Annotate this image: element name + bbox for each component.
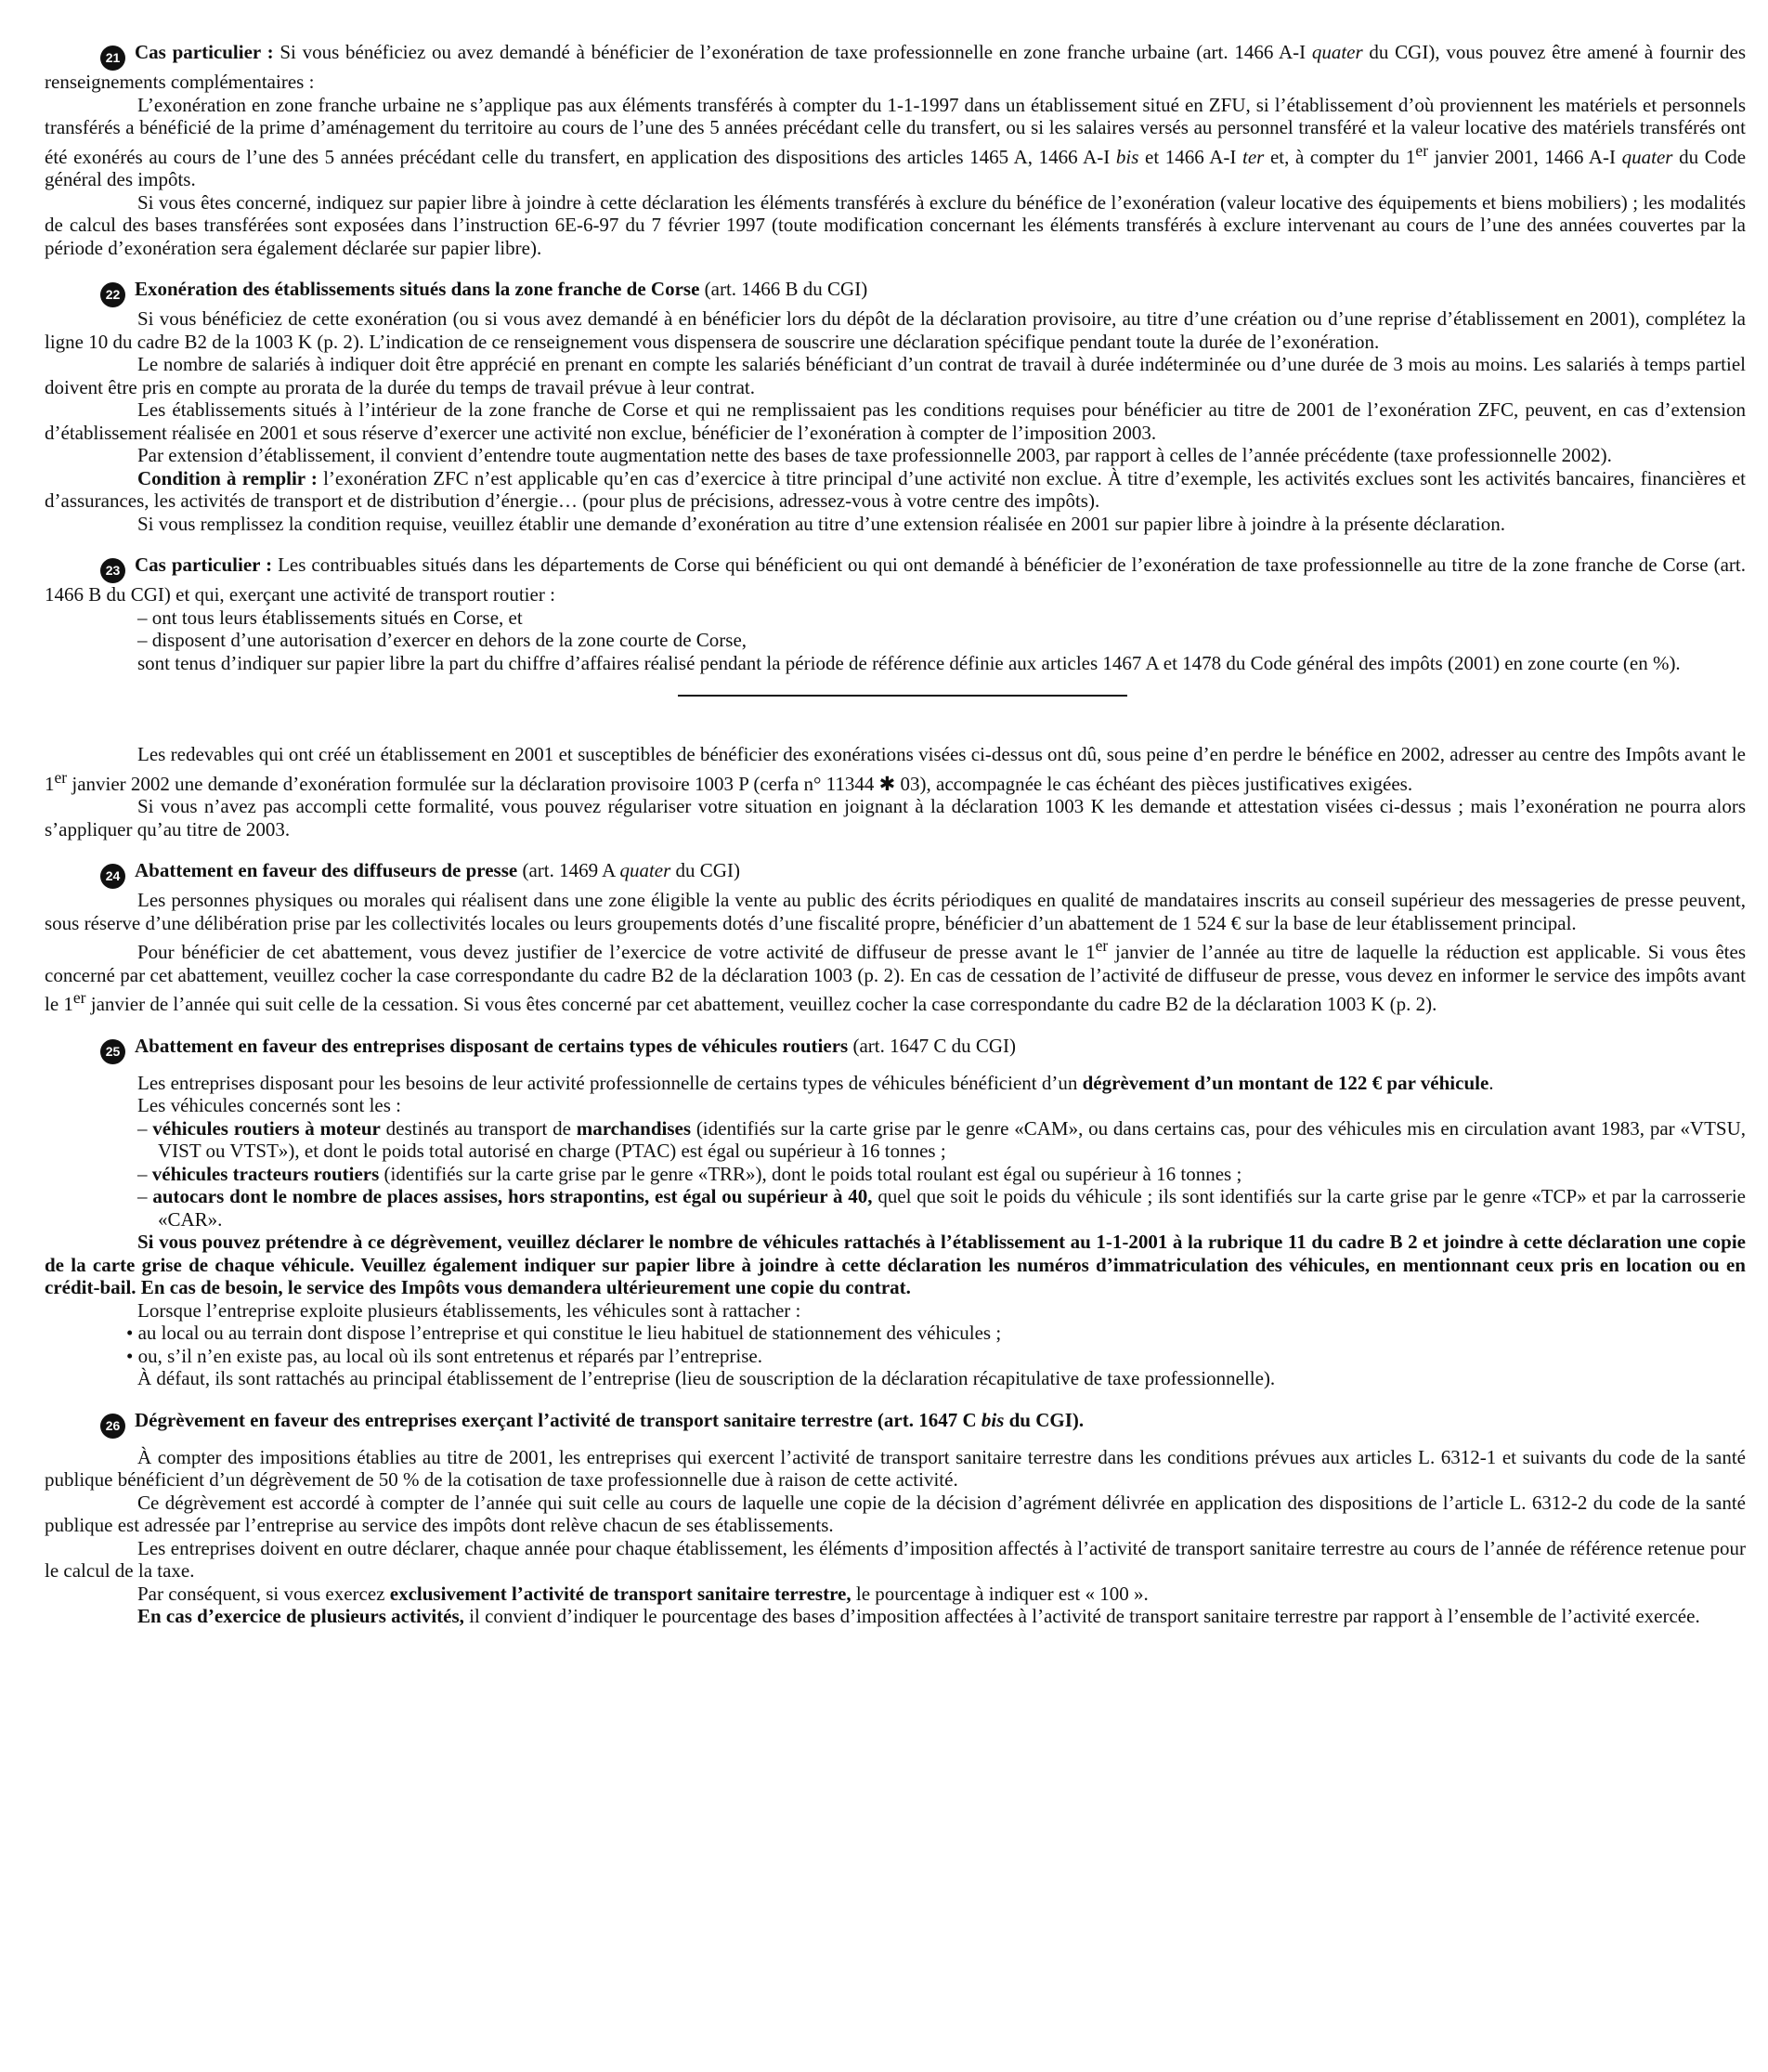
section-25-body — [45, 1072, 1746, 1390]
paragraph: Si vous bénéficiez de cette exonération (ou si vous avez demandé à en bénéficier lors du dépôt de la déclaration provisoire, au titre d’une création ou d’une reprise d’établissement en 2001), complétez la ligne 10 du cadre B2 de la 1003 K (p. 2). L’indication de ce renseignement vous dispensera de souscrire une déclaration spécifique pendant toute la durée de l’exonération. — [45, 307, 1746, 353]
paragraph: Les véhicules concernés sont les : — [137, 1094, 401, 1116]
list-item: • au local ou au terrain dont dispose l’entreprise et qui constitue le lieu habituel de stationnement des véhicules ; — [126, 1322, 1002, 1344]
paragraph: Si vous n’avez pas accompli cette formalité, vous pouvez régulariser votre situation en joignant à la déclaration 1003 K les demande et attestation visées ci-dessus ; mais l’exonération ne pourra alors s’appliquer qu’au titre de 2003. — [45, 795, 1746, 841]
list-item: – véhicules routiers à moteur destinés au transport de marchandises (identifiés sur la carte grise par le genre «CAM», ou dans certains cas, pour des véhicules mis en circulation avant 1983, par «VTSU, VIST ou VTST»), et dont le poids total autorisé en charge (PTAC) est égal ou supérieur à 16 tonnes ; — [137, 1116, 1747, 1162]
paragraph: Si vous êtes concerné, indiquez sur papier libre à joindre à cette déclaration les éléments transférés à exclure du bénéfice de l’exonération (valeur locative des équipements et biens mobiliers) ; les modalités de calcul des bases transférées sont exposées dans l’instruction 6E-6-97 du 7 février 1997 (toute modification concernant les éléments transférés à exclure intervenant au cours de l’une des années couvertes par la période d’exonération sera également déclarée sur papier libre). — [45, 190, 1746, 259]
paragraph: Les personnes physiques ou morales qui réalisent dans une zone éligible la vente au public des écrits périodiques en qualité de mandataires inscrits au conseil supérieur des messageries de presse peuvent, sous réserve d’une délibération prise par les collectivités locales ou leurs groupements dotés d’une fiscalité propre, bénéficier d’un abattement de 1 524 € sur la base de leur établissement principal. — [45, 889, 1746, 934]
section-22 — [45, 278, 1746, 535]
paragraph: Condition à remplir : l’exonération ZFC n’est applicable qu’en cas d’exercice à titre principal d’une activité non exclue. À titre d’exemple, les activités exclues sont les activités bancaires, financières et d’assurances, les activités de transport et de distribution d’énergie… (pour plus de précisions, adressez-vous à votre centre des impôts). — [45, 466, 1747, 512]
paragraph: Les redevables qui ont créé un établissement en 2001 et susceptibles de bénéficier des exonérations visées ci-dessus ont dû, sous peine d’en perdre le bénéfice en 2002, adresser au centre des Impôts avant le 1er janvier 2002 une demande d’exonération formulée sur la déclaration provisoire 1003 P (cerfa n° 11344 ✱ 03), accompagnée le cas échéant des pièces justificatives exigées. — [45, 743, 1746, 795]
section-23-intro: 23 Cas particulier : Les contribuables situés dans les départements de Corse qui bénéficient ou qui ont demandé à bénéficier de l’exonération de taxe professionnelle au titre de la zone franche de Corse (art. 1466 B du CGI) et qui, exerçant une activité de transport routier : — [45, 554, 1746, 606]
paragraph: Lorsque l’entreprise exploite plusieurs établissements, les véhicules sont à rattacher : — [137, 1298, 801, 1322]
section-number-badge: 22 — [100, 282, 125, 307]
paragraph: Le nombre de salariés à indiquer doit être apprécié en prenant en compte les salariés bénéficiant d’un contrat de travail à durée indéterminée ou d’une durée de 3 mois au moins. Les salariés à temps partiel doivent être pris en compte au prorata de la durée du temps de travail prévue à leur contrat. — [45, 353, 1746, 398]
paragraph: Ce dégrèvement est accordé à compter de l’année qui suit celle au cours de laquelle une copie de la décision d’agrément délivrée en application des dispositions de l’article L. 6312-2 du code de la santé publique est adressée par l’entreprise au service des impôts dont relève chacun de ses établissements. — [45, 1491, 1746, 1536]
section-24-title: Abattement en faveur des diffuseurs de presse — [135, 859, 518, 881]
paragraph: À compter des impositions établies au titre de 2001, les entreprises qui exercent l’activité de transport sanitaire terrestre dans les conditions prévues aux articles L. 6312-1 et suivants du code de la santé publique bénéficient d’un dégrèvement de 50 % de la cotisation de taxe professionnelle due à raison de cette activité. — [45, 1445, 1746, 1491]
section-26-heading — [45, 1409, 1746, 1439]
list-item: – véhicules tracteurs routiers (identifiés sur la carte grise par le genre «TRR»), dont le poids total roulant est égal ou supérieur à 16 tonnes ; — [137, 1162, 1242, 1185]
section-23 — [45, 554, 1746, 674]
section-24-heading: 24 Abattement en faveur des diffuseurs de presse (art. 1469 A quater du CGI) — [45, 859, 1746, 889]
section-21 — [45, 41, 1746, 259]
section-21-title: Cas particulier : — [135, 41, 274, 63]
notice-section — [45, 743, 1746, 841]
paragraph: Si vous remplissez la condition requise, veuillez établir une demande d’exonération au titre d’une extension réalisée en 2001 sur papier libre à joindre à la présente déclaration. — [137, 512, 1505, 535]
paragraph: À défaut, ils sont rattachés au principal établissement de l’entreprise (lieu de souscription de la déclaration récapitulative de taxe professionnelle). — [137, 1367, 1276, 1389]
vehicle-list — [45, 1117, 1746, 1231]
section-number-badge: 23 — [100, 558, 125, 583]
section-25 — [45, 1035, 1746, 1390]
section-22-heading: 22 Exonération des établissements situés dans la zone franche de Corse (art. 1466 B du CGI) — [45, 278, 1746, 307]
paragraph: L’exonération en zone franche urbaine ne s’applique pas aux éléments transférés à compter du 1-1-1997 dans un établissement situé en ZFU, si l’établissement d’où proviennent les matériels et personnels transférés a bénéficié de la prime d’aménagement du territoire au cours de l’une des 5 années précédant celle du transfert, ou si les salaires versés au personnel transféré et la valeur locative des matériels transférés ont été exonérés au cours de l’une des 5 années précédant celle du transfert, en application des dispositions des articles 1465 A, 1466 A-I bis et 1466 A-I ter et, à compter du 1er janvier 2001, 1466 A-I quater du Code général des impôts. — [45, 93, 1747, 190]
section-25-title: Abattement en faveur des entreprises disposant de certains types de véhicules routiers — [135, 1034, 849, 1057]
section-number-badge: 26 — [100, 1414, 125, 1439]
paragraph: sont tenus d’indiquer sur papier libre la part du chiffre d’affaires réalisé pendant la période de référence définie aux articles 1467 A et 1478 du Code général des impôts (2001) en zone courte (en %). — [137, 651, 1681, 674]
paragraph: Par extension d’établissement, il convient d’entendre toute augmentation nette des bases de taxe professionnelle 2003, par rapport à celles de l’année précédente (taxe professionnelle 2002). — [137, 444, 1612, 466]
divider — [678, 695, 1127, 697]
paragraph: Pour bénéficier de cet abattement, vous devez justifier de l’exercice de votre activité de diffuseur de presse avant le 1er janvier de l’année au titre de laquelle la réduction est applicable. Si vous êtes concerné par cet abattement, veuillez cocher la case correspondante du cadre B2 de la déclaration 1003 (p. 2). En cas de cessation de l’activité de diffuseur de presse, vous devez en informer le service des impôts avant le 1er janvier de l’année qui suit celle de la cessation. Si vous êtes concerné par cet abattement, veuillez cocher la case correspondante du cadre B2 de la déclaration 1003 K (p. 2). — [45, 936, 1746, 1015]
section-25-heading: 25 Abattement en faveur des entreprises disposant de certains types de véhicules routiers (art. 1647 C du CGI) — [45, 1035, 1746, 1064]
section-21-intro: 21 Cas particulier : Si vous bénéficiez ou avez demandé à bénéficier de l’exonération de taxe professionnelle en zone franche urbaine (art. 1466 A-I quater du CGI), vous pouvez être amené à fournir des renseignements complémentaires : — [45, 41, 1746, 93]
section-24 — [45, 859, 1746, 1016]
important-notice: Si vous pouvez prétendre à ce dégrèvement, veuillez déclarer le nombre de véhicules rattachés à l’établissement au 1-1-2001 à la rubrique 11 du cadre B 2 et joindre à cette déclaration une copie de la carte grise de chaque véhicule. Veuillez également indiquer sur papier libre à joindre à cette déclaration les numéros d’immatriculation des véhicules, en mentionnant ceux pris en location ou en crédit-bail. En cas de besoin, le service des Impôts vous demandera ultérieurement une copie du contrat. — [45, 1231, 1746, 1298]
list-item: – disposent d’une autorisation d’exercer en dehors de la zone courte de Corse, — [137, 629, 748, 651]
list-item: – autocars dont le nombre de places assises, hors strapontins, est égal ou supérieur à 40, quel que soit le poids du véhicule ; ils sont identifiés sur la carte grise par le genre «TCP» et par la carrosserie «CAR». — [137, 1185, 1747, 1231]
section-number-badge: 24 — [100, 864, 125, 889]
paragraph: Les établissements situés à l’intérieur de la zone franche de Corse et qui ne remplissaient pas les conditions requises pour bénéficier au titre de 2001 de l’exonération ZFC, peuvent, en cas d’extension d’établissement réalisée en 2001 et sous réserve d’exercer une activité non exclue, bénéficier de l’exonération à compter de l’imposition 2003. — [45, 398, 1746, 444]
paragraph: Les entreprises doivent en outre déclarer, chaque année pour chaque établissement, les éléments d’imposition affectés à l’activité de transport sanitaire terrestre au cours de l’année de référence retenue pour le calcul de la taxe. — [45, 1536, 1746, 1582]
section-22-title: Exonération des établissements situés dans la zone franche de Corse — [135, 278, 700, 300]
section-26-title: Dégrèvement en faveur des entreprises exerçant l’activité de transport sanitaire terrestre (art. 1647 C bis du CGI). — [135, 1408, 1085, 1431]
section-23-title: Cas particulier : — [135, 554, 273, 576]
section-number-badge: 21 — [100, 46, 125, 71]
paragraph: En cas d’exercice de plusieurs activités, il convient d’indiquer le pourcentage des bases d’imposition affectées à l’activité de transport sanitaire terrestre par rapport à l’ensemble de l’activité exercée. — [137, 1605, 1700, 1627]
paragraph: Par conséquent, si vous exercez exclusivement l’activité de transport sanitaire terrestre, le pourcentage à indiquer est « 100 ». — [137, 1582, 1149, 1605]
list-item: – ont tous leurs établissements situés en Corse, et — [137, 606, 523, 629]
section-26 — [45, 1409, 1746, 1628]
list-item: • ou, s’il n’en existe pas, au local où ils sont entretenus et réparés par l’entreprise. — [126, 1344, 762, 1367]
paragraph: Les entreprises disposant pour les besoins de leur activité professionnelle de certains types de véhicules bénéficient d’un dégrèvement d’un montant de 122 € par véhicule. — [137, 1071, 1494, 1094]
section-number-badge: 25 — [100, 1039, 125, 1064]
